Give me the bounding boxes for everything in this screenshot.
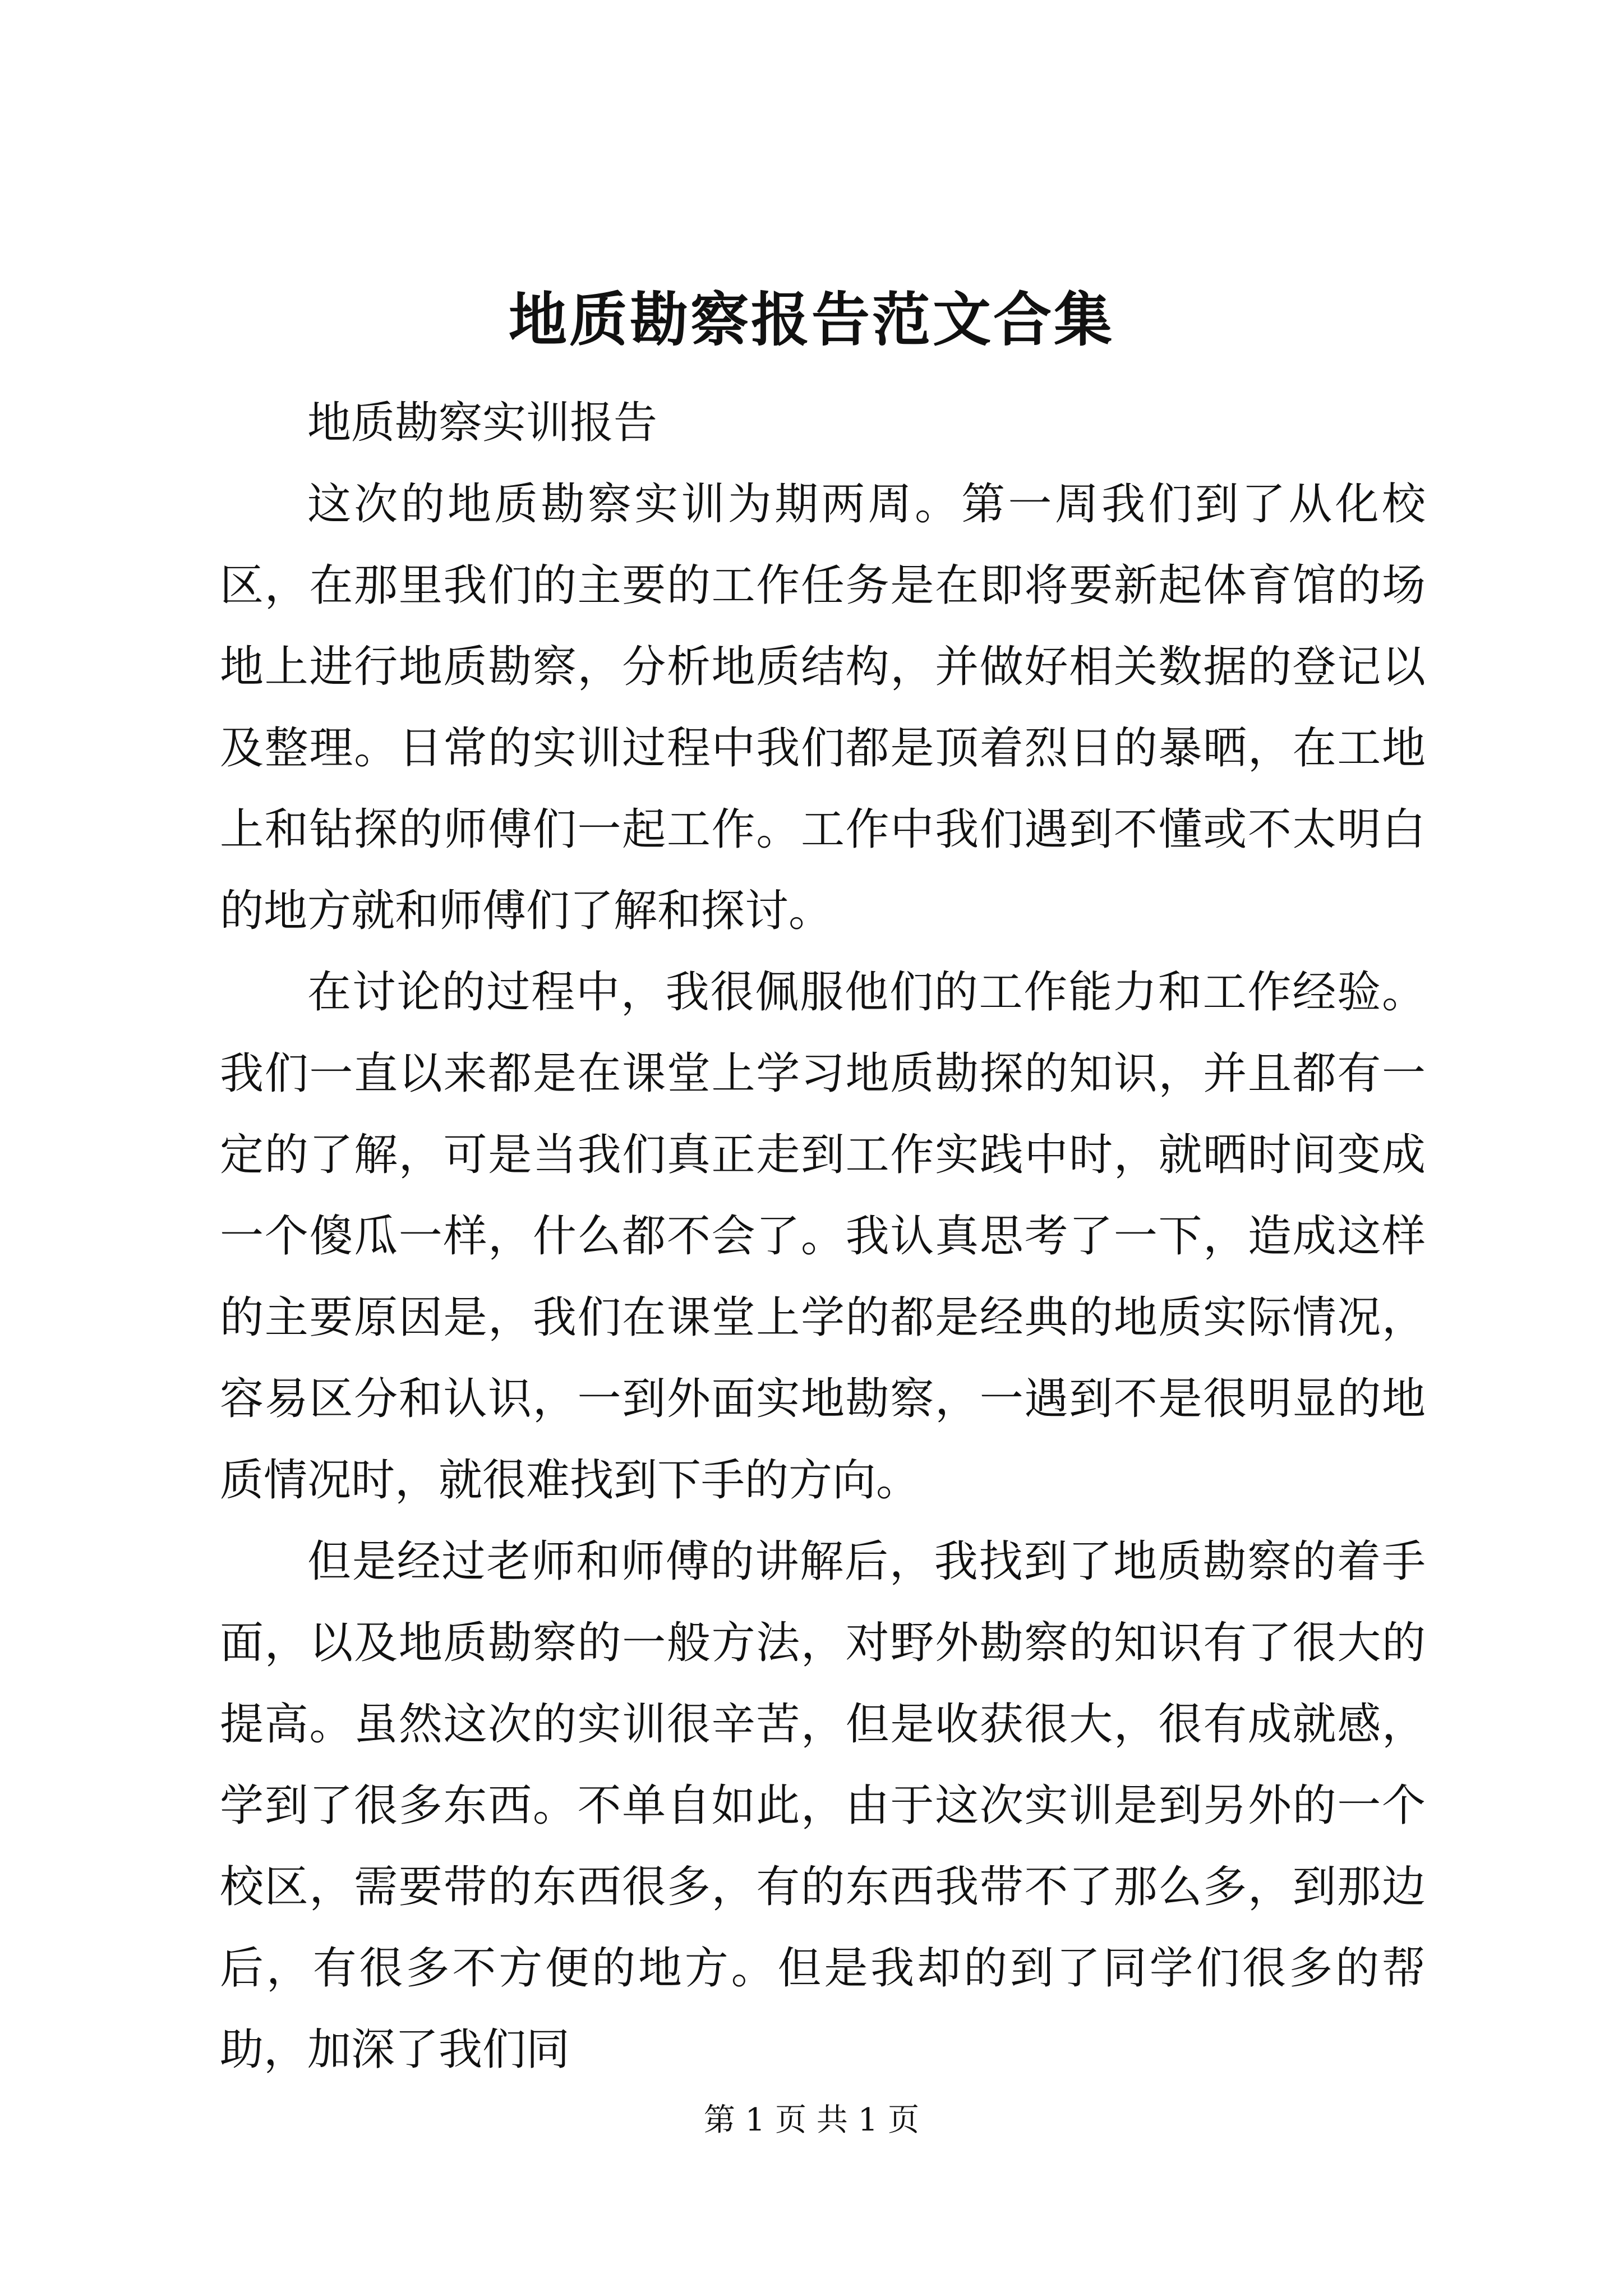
paragraph-1: 这次的地质勘察实训为期两周。第一周我们到了从化校区，在那里我们的主要的工作任务是在即将要新起体育馆的场地上进行地质勘察，分析地质结构，并做好相关数据的登记以及整理。日常的实训过程中我们都是顶着烈日的暴晒，在工地上和钻探的师傅们一起工作。工作中我们遇到不懂或不太明白的地方就和师傅们了解和探讨。 [220, 479, 1426, 936]
document-title: 地质勘察报告范文合集 [508, 285, 1114, 354]
document-subtitle: 地质勘察实训报告 [307, 398, 658, 448]
paragraph-3: 但是经过老师和师傅的讲解后，我找到了地质勘察的着手面，以及地质勘察的一般方法，对野外勘察的知识有了很大的提高。虽然这次的实训很辛苦，但是收获很大，很有成就感，学到了很多东西。不单自如此，由于这次实训是到另外的一个校区，需要带的东西很多，有的东西我带不了那么多，到那边后，有很多不方便的地方。但是我却的到了同学们很多的帮助，加深了我们同 [220, 1536, 1426, 2075]
paragraph-2: 在讨论的过程中，我很佩服他们的工作能力和工作经验。我们一直以来都是在课堂上学习地质勘探的知识，并且都有一定的了解，可是当我们真正走到工作实践中时，就晒时间变成一个傻瓜一样，什么都不会了。我认真思考了一下，造成这样的主要原因是，我们在课堂上学的都是经典的地质实际情况，容易区分和认识，一到外面实地勘察，一遇到不是很明显的地质情况时，就很难找到下手的方向。 [220, 967, 1426, 1506]
document-body [220, 383, 1426, 2091]
page-footer: 第 1 页 共 1 页 [703, 2102, 920, 2138]
